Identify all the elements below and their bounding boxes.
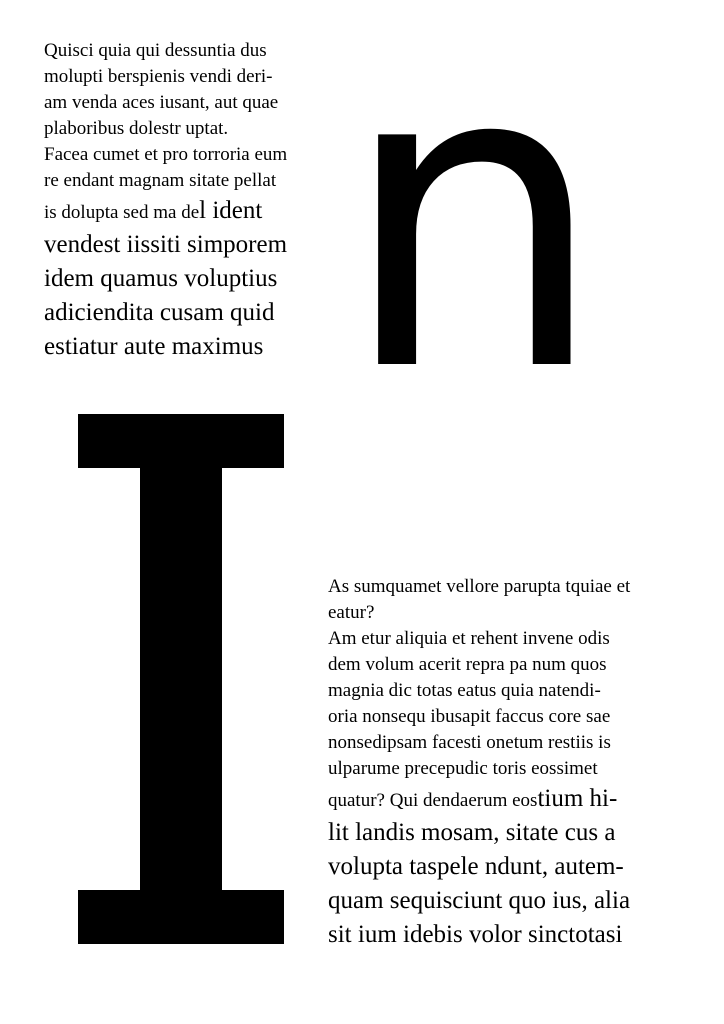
letter-i-bottom-serif (78, 890, 284, 944)
bottom-text-block (328, 574, 688, 952)
bottom-text-small: As sumquamet vellore parupta tquiae et eatur? Am etur aliquia et rehent invene odis dem volum acerit repra pa num quos magnia dic totas eatus quia natendi- oria nonsequ ibusapit faccus core sae nonsedipsam facesti onetum restiis is ulparume precepudic toris eossimet quatur? Qui dendaerum eos (328, 576, 631, 811)
top-text-small: Quisci quia qui dessuntia dus molupti berspienis vendi deri- am venda aces iusant, aut quae plaboribus dolestr uptat. Facea cumet et pro torroria eum re endant magnam sitate pellat is dolupta sed ma de (44, 40, 288, 223)
large-letter-n: n (340, 0, 607, 464)
letter-i-stem (140, 414, 222, 944)
top-text-large: l ident vendest iissiti simporem idem quamus voluptius adiciendita cusam quid estiatur aute maximus (44, 197, 288, 360)
bottom-text-large: tium hi- lit landis mosam, sitate cus a volupta taspele ndunt, autem- quam sequisciunt quo ius, alia sit ium idebis volor sinctotasi (328, 785, 631, 948)
top-text-block (44, 38, 344, 364)
large-letter-i (78, 414, 284, 944)
